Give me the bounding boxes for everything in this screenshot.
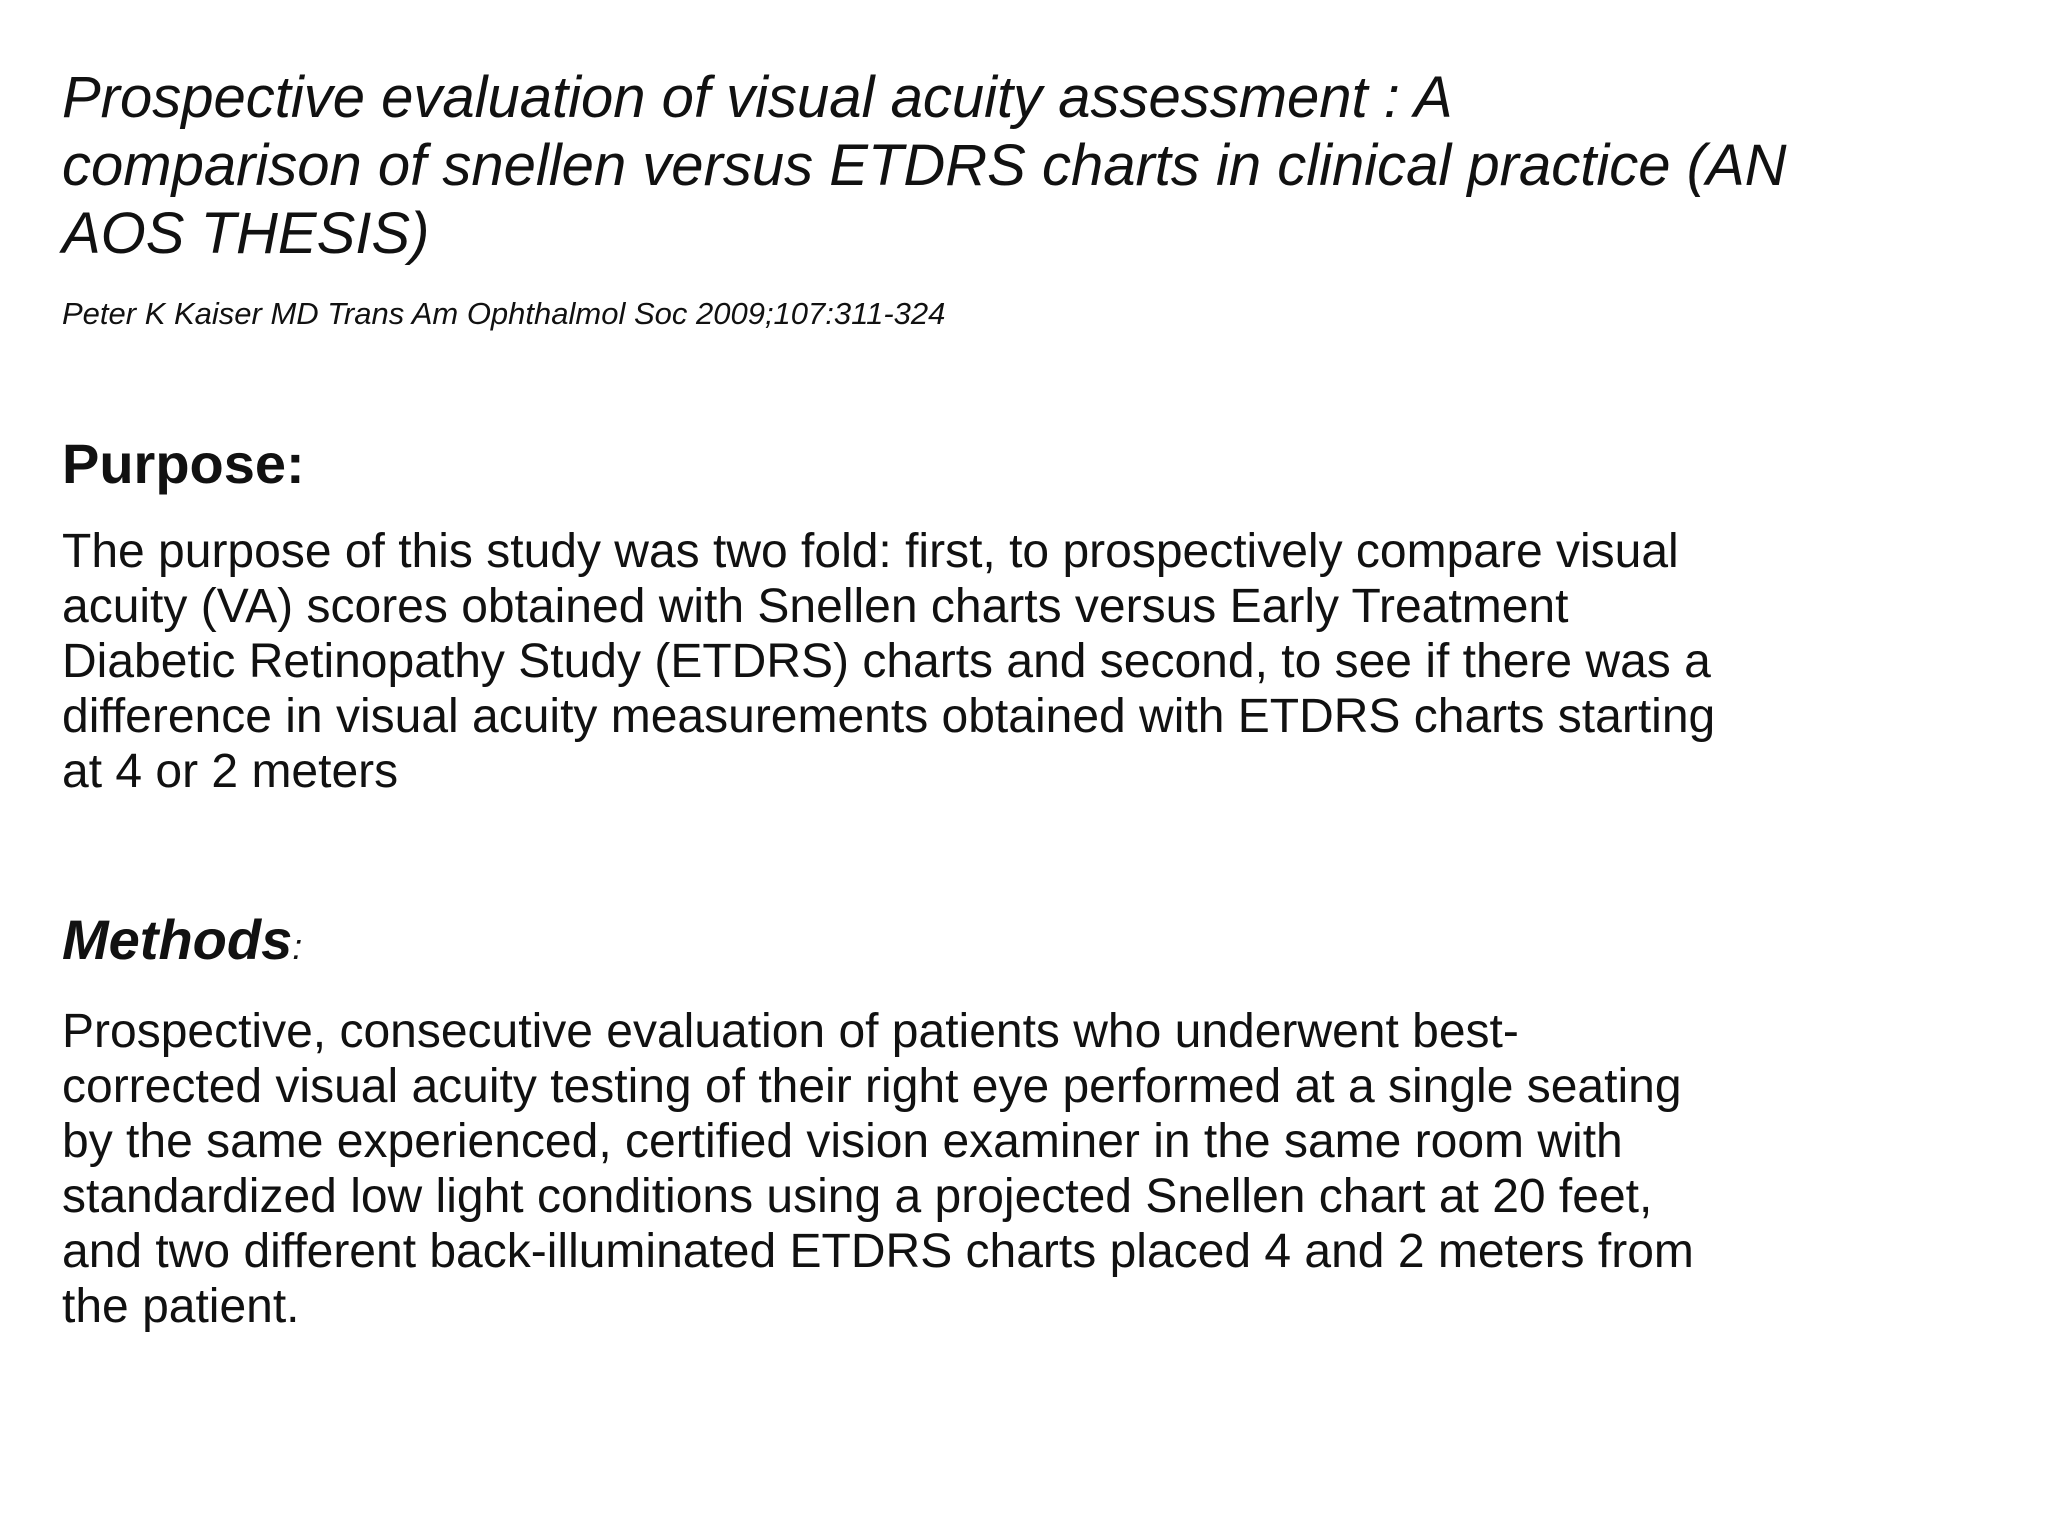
methods-heading-colon: : (292, 926, 303, 967)
methods-text: Prospective, consecutive evaluation of patients who underwent best- corrected visual acuity testing of their right eye performed at a single seating by the same experienced, certified vision examiner in the same room with standardized low light conditions using a projected Snellen chart at 20 feet, and two different back-illuminated ETDRS charts placed 4 and 2 meters from the patient. (62, 1005, 1694, 1333)
methods-heading (62, 908, 302, 979)
methods-heading-label: Methods (62, 908, 293, 971)
purpose-heading: Purpose: (62, 432, 305, 495)
slide-title: Prospective evaluation of visual acuity assessment : A comparison of snellen versus ETDRS charts in clinical practice (AN AOS THESIS) (62, 65, 1787, 266)
purpose-text: The purpose of this study was two fold: first, to prospectively compare visual acuity (VA) scores obtained with Snellen charts versus Early Treatment Diabetic Retinopathy Study (ETDRS) charts and second, to see if there was a difference in visual acuity measurements obtained with ETDRS charts starting at 4 or 2 meters (62, 525, 1716, 798)
citation: Peter K Kaiser MD Trans Am Ophthalmol Soc 2009;107:311-324 (62, 296, 946, 331)
